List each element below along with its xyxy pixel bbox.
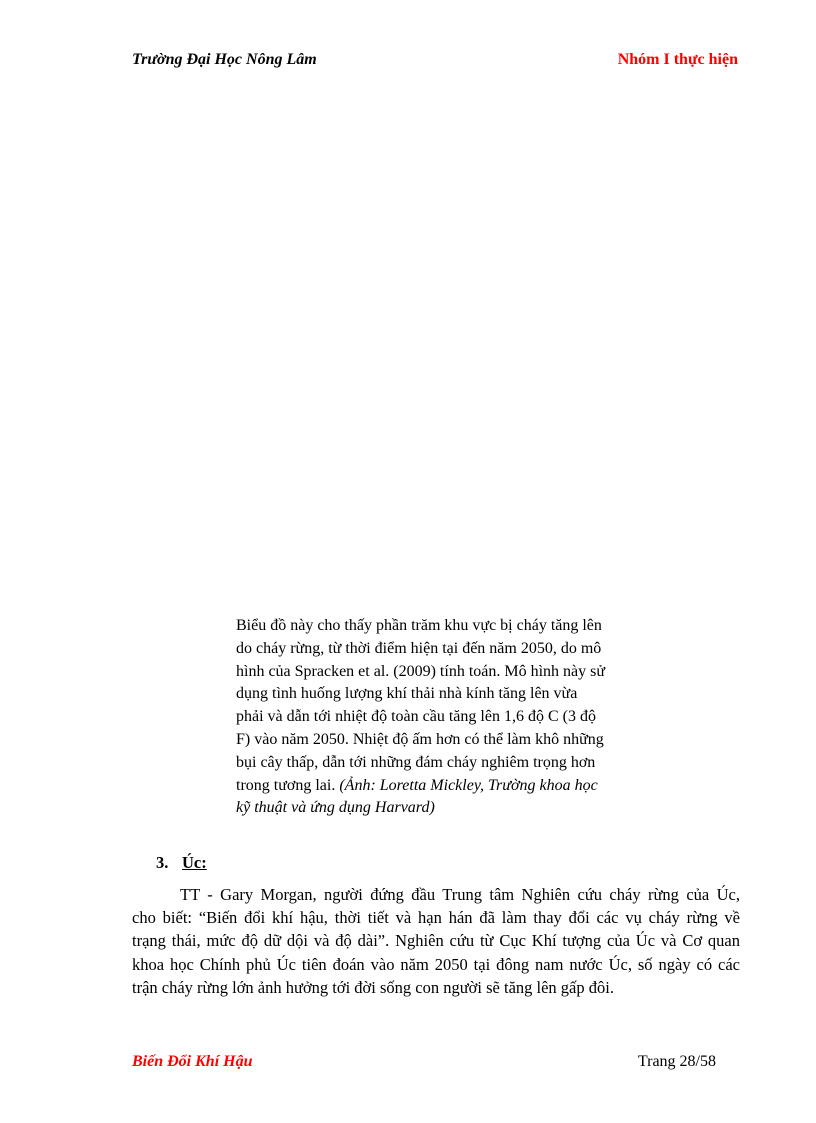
section-title: Úc: [182,853,207,872]
caption-line: do cháy rừng, từ thời điểm hiện tại đến năm 2050, do mô [236,639,602,657]
caption-line [236,775,638,798]
body-line: khoa học Chính phủ Úc tiên đoán vào năm 2050 tại đông nam nước Úc, số ngày có các [132,954,740,974]
figure-caption [236,615,638,820]
footer-title: Biến Đổi Khí Hậu [132,1053,253,1070]
caption-line: phải và dẫn tới nhiệt độ toàn cầu tăng lên 1,6 độ C (3 độ [236,708,596,726]
caption-line: Biểu đồ này cho thấy phần trăm khu vực bị cháy tăng lên [236,617,602,634]
body-line: trận cháy rừng lớn ảnh hưởng tới đời sống con người sẽ tăng lên gấp đôi. [132,977,614,997]
section-number: 3. [156,853,169,872]
body-paragraph [132,883,740,999]
body-line: trạng thái, mức độ dữ dội và độ dài”. Nghiên cứu từ Cục Khí tượng của Úc và Cơ quan [132,931,740,951]
body-line: TT - Gary Morgan, người đứng đầu Trung tâm Nghiên cứu cháy rừng của Úc, [180,885,740,904]
header-group-label: Nhóm I thực hiện [617,51,738,68]
caption-line: bụi cây thấp, dẫn tới những đám cháy nghiêm trọng hơn [236,753,596,771]
caption-text: trong tương lai. [236,776,336,794]
caption-line: dụng tình huống lượng khí thải nhà kính tăng lên vừa [236,685,578,703]
section-heading [156,853,207,873]
page-number: Trang 28/58 [637,1053,716,1070]
caption-line: hình của Spracken et al. (2009) tính toán. Mô hình này sử [236,662,606,680]
header-school-name: Trường Đại Học Nông Lâm [132,51,317,68]
figure-placeholder [234,100,638,600]
caption-line: F) vào năm 2050. Nhiệt độ ấm hơn có thể làm khô những [236,730,604,748]
caption-credit-line: kỹ thuật và ứng dụng Harvard) [236,799,435,817]
body-line: cho biết: “Biến đổi khí hậu, thời tiết và hạn hán đã làm thay đổi các vụ cháy rừng về [132,908,740,928]
caption-credit: (Ảnh: Loretta Mickley, Trường khoa học [339,776,598,794]
